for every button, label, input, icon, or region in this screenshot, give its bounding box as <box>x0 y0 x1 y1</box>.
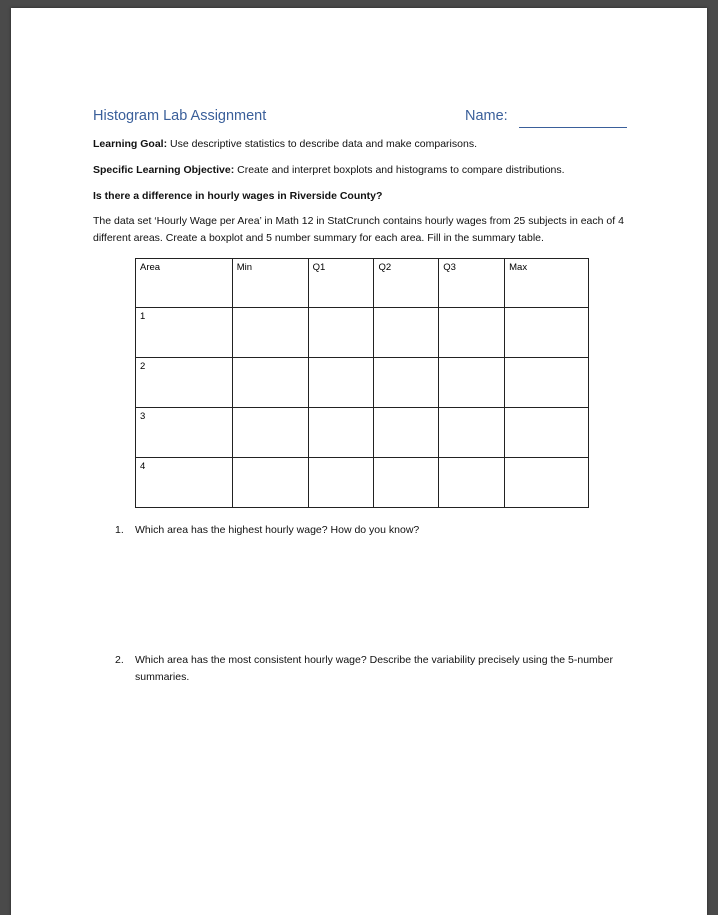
page-title: Histogram Lab Assignment <box>93 108 267 124</box>
header-cell-area: Area <box>136 259 233 308</box>
specific-objective-label: Specific Learning Objective: <box>93 164 235 176</box>
q2-cell[interactable] <box>374 408 439 458</box>
table-row <box>136 308 589 358</box>
question-text: Which area has the highest hourly wage? How do you know? <box>135 524 420 536</box>
header-cell-min: Min <box>232 259 308 308</box>
question-number: 2. <box>115 654 124 666</box>
q3-cell[interactable] <box>439 358 505 408</box>
min-cell[interactable] <box>232 358 308 408</box>
title-row <box>93 108 653 132</box>
q3-cell[interactable] <box>439 408 505 458</box>
max-cell[interactable] <box>505 458 589 508</box>
min-cell[interactable] <box>232 408 308 458</box>
name-label: Name: <box>465 108 508 124</box>
q1-cell[interactable] <box>308 408 374 458</box>
header-cell-q3: Q3 <box>439 259 505 308</box>
q3-cell[interactable] <box>439 458 505 508</box>
q1-cell[interactable] <box>308 308 374 358</box>
name-blank-line <box>519 127 627 128</box>
area-cell: 4 <box>136 458 233 508</box>
header-cell-max: Max <box>505 259 589 308</box>
area-cell: 2 <box>136 358 233 408</box>
area-cell: 1 <box>136 308 233 358</box>
document-header <box>93 108 653 247</box>
intro-paragraph: The data set ‘Hourly Wage per Area’ in Math 12 in StatCrunch contains hourly wages from 25 subjects in each of 4 different areas. Create a boxplot and 5 number summary for each area. Fill in the summary table. <box>93 215 624 244</box>
specific-objective-text: Create and interpret boxplots and histograms to compare distributions. <box>234 164 565 176</box>
q2-cell[interactable] <box>374 458 439 508</box>
table-row <box>136 408 589 458</box>
area-cell: 3 <box>136 408 233 458</box>
q2-cell[interactable] <box>374 308 439 358</box>
min-cell[interactable] <box>232 308 308 358</box>
max-cell[interactable] <box>505 358 589 408</box>
table-row <box>136 358 589 408</box>
q1-cell[interactable] <box>308 458 374 508</box>
max-cell[interactable] <box>505 408 589 458</box>
question-text: Which area has the most consistent hourly wage? Describe the variability precisely using the 5-number summaries. <box>135 654 613 683</box>
question-number: 1. <box>115 524 124 536</box>
q2-cell[interactable] <box>374 358 439 408</box>
max-cell[interactable] <box>505 308 589 358</box>
q3-cell[interactable] <box>439 308 505 358</box>
header-cell-q2: Q2 <box>374 259 439 308</box>
learning-goal-text: Use descriptive statistics to describe data and make comparisons. <box>167 138 477 150</box>
main-question: Is there a difference in hourly wages in Riverside County? <box>93 190 383 202</box>
table-header-row <box>136 259 589 308</box>
q1-cell[interactable] <box>308 358 374 408</box>
learning-goal-label: Learning Goal: <box>93 138 168 150</box>
table-row <box>136 458 589 508</box>
learning-goal <box>93 136 653 153</box>
summary-table <box>135 258 589 508</box>
specific-objective <box>93 162 653 179</box>
min-cell[interactable] <box>232 458 308 508</box>
header-cell-q1: Q1 <box>308 259 374 308</box>
